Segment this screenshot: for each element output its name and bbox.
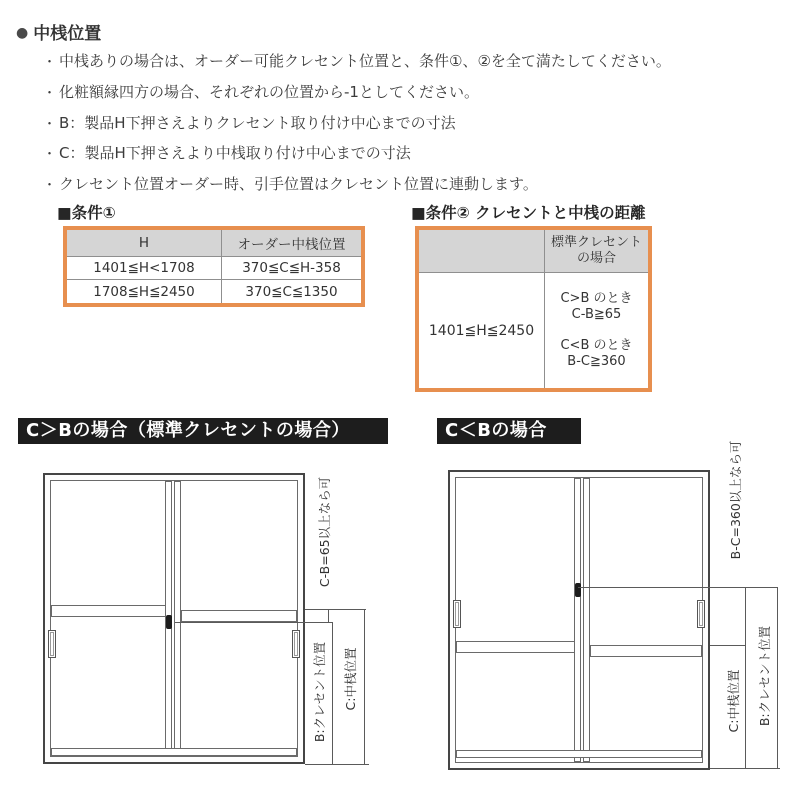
pull-handle	[453, 600, 461, 628]
note-text: 化粧額縁四方の場合、それぞれの位置から-1としてください。	[59, 83, 479, 101]
column-header: H	[67, 230, 222, 257]
case-line: C<B のとき	[560, 337, 633, 353]
pull-handle	[697, 600, 705, 628]
middle-rail-left-sash	[456, 641, 575, 653]
table-cell: 1401≦H≦2450	[419, 273, 545, 388]
diagram-right-title: C＜Bの場合	[437, 418, 581, 444]
header-line: 標準クレセント	[550, 234, 642, 250]
bottom-rail	[51, 748, 297, 756]
middle-rail-right-sash	[590, 645, 702, 657]
case-line: C-B≧65	[571, 307, 622, 322]
crescent-lock-icon	[166, 615, 172, 629]
bottom-extension-line	[710, 768, 780, 769]
note-line	[43, 142, 411, 163]
condition1-table-grid	[67, 230, 361, 303]
column-header: オーダー中桟位置	[222, 230, 361, 257]
condition2-table-grid	[419, 230, 648, 388]
table-cell: 370≦C≦1350	[245, 283, 338, 300]
meeting-stile	[574, 478, 581, 762]
note-text: C：製品H下押さえより中桟取り付け中心までの寸法	[59, 144, 411, 162]
condition1-label: ■条件①	[57, 204, 116, 222]
dimension-line-c	[364, 609, 365, 765]
note-line	[43, 173, 538, 194]
meeting-stile	[174, 481, 181, 756]
bottom-rail	[456, 750, 702, 758]
rail-extension-line	[305, 609, 366, 610]
table-cell: 1401≦H<1708	[67, 257, 222, 280]
dim-label-c: C:中桟位置	[343, 647, 358, 711]
note-text: 中桟ありの場合は、オーダー可能クレセント位置と、条件①、②を全て満たしてください。	[59, 52, 671, 70]
note-line	[43, 112, 456, 133]
dim-label-cb: C-B=65以上なら可	[317, 476, 332, 588]
dimension-line-cb	[328, 609, 329, 623]
dot-bullet-icon: ・	[43, 86, 57, 101]
diagram-left-title: C＞Bの場合（標準クレセントの場合）	[18, 418, 388, 444]
note-line	[43, 50, 671, 71]
table-cell	[545, 273, 648, 388]
rail-extension-line	[710, 645, 746, 646]
handle-inner-line	[294, 632, 298, 656]
column-header	[545, 230, 648, 273]
dim-label-c: C:中桟位置	[726, 669, 741, 733]
pull-handle	[292, 630, 300, 658]
window-frame-left	[43, 473, 305, 764]
window-frame-right	[448, 470, 710, 770]
dimension-line-bc-c	[745, 587, 746, 768]
middle-rail-left-sash	[51, 605, 166, 617]
dim-label-b: B:クレセント位置	[757, 625, 772, 727]
condition2-table	[415, 226, 652, 392]
header-line: の場合	[576, 251, 616, 266]
header-text	[551, 235, 642, 268]
case-line: C>B のとき	[560, 290, 633, 306]
dot-bullet-icon: ・	[43, 55, 57, 70]
middle-rail-right-sash	[181, 610, 297, 622]
page-heading	[16, 19, 101, 44]
meeting-stile	[583, 478, 590, 762]
condition2-label: ■条件② クレセントと中桟の距離	[411, 204, 646, 222]
dimension-line-b	[777, 587, 778, 768]
case-lines	[560, 291, 632, 371]
condition1-table	[63, 226, 365, 307]
dot-bullet-icon: ・	[43, 178, 57, 193]
note-text: B：製品H下押さえよりクレセント取り付け中心までの寸法	[59, 114, 456, 132]
page-title: 中桟位置	[33, 24, 102, 44]
bottom-extension-line	[305, 764, 369, 765]
dot-bullet-icon: ・	[43, 117, 57, 132]
crescent-extension-line	[578, 587, 777, 588]
handle-inner-line	[699, 602, 703, 626]
circle-bullet-icon: ●	[16, 25, 29, 41]
note-line	[43, 81, 479, 102]
column-header	[419, 230, 545, 273]
handle-inner-line	[50, 632, 54, 656]
note-text: クレセント位置オーダー時、引手位置はクレセント位置に連動します。	[59, 175, 538, 193]
table-cell: 1708≦H≦2450	[67, 280, 222, 303]
crescent-lock-icon	[575, 583, 581, 597]
dim-label-bc: B-C=360以上なら可	[728, 440, 743, 560]
table-cell: 370≦C≦H-358	[222, 257, 361, 280]
case-line: B-C≧360	[567, 354, 626, 369]
dim-label-b: B:クレセント位置	[312, 641, 327, 743]
crescent-extension-line	[175, 622, 333, 623]
case-line-spacer	[560, 324, 632, 338]
dimension-line-b	[332, 622, 333, 765]
dot-bullet-icon: ・	[43, 147, 57, 162]
handle-inner-line	[455, 602, 459, 626]
pull-handle	[48, 630, 56, 658]
